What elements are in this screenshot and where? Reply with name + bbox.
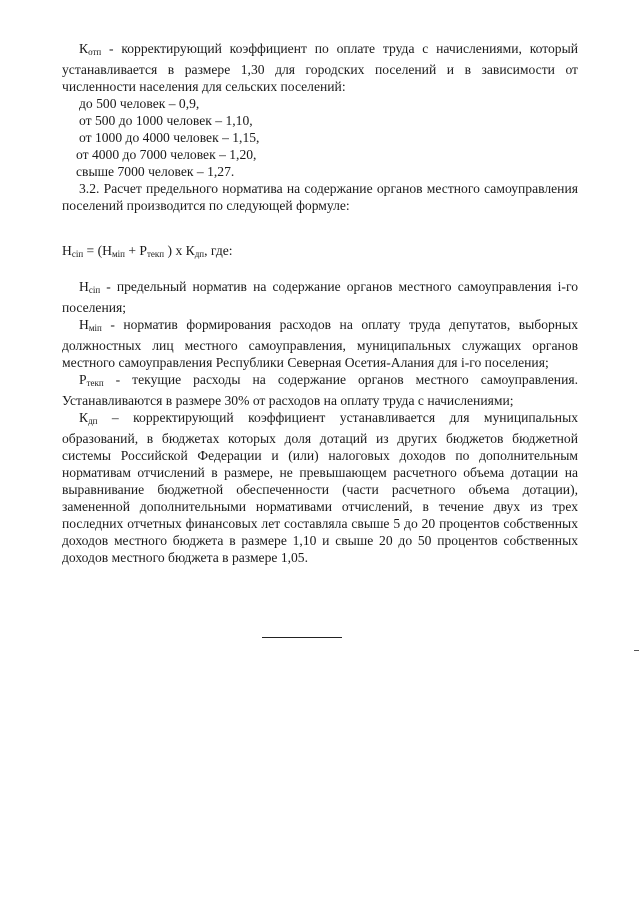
definition-n-symbol: Н (79, 279, 89, 294)
definition-n-text: - предельный норматив на содержание органов местного самоуправления і-го поселения; (62, 279, 578, 315)
formula-tail: , где: (204, 243, 233, 258)
formula-r-sub: текп (147, 249, 165, 259)
paragraph-kotp-text: - корректирующий коэффициент по оплате труда с начислениями, который устанавливается в размере 1,30 для городских поселений и в зависимости от численности населения для сельских поселений: (62, 41, 578, 94)
definition-r-sub: текп (86, 378, 104, 388)
formula-n-sub: сіп (71, 249, 84, 259)
margin-mark (634, 650, 639, 651)
definition-m-symbol: Н (79, 317, 89, 332)
definition-r-text: - текущие расходы на содержание органов местного самоуправления. Устанавливаются в размере 30% от расходов на оплату труда с начислениями; (62, 372, 578, 408)
formula-n: Н (62, 243, 72, 258)
list-item: свыше 7000 человек – 1,27. (76, 164, 235, 179)
definition-n (62, 278, 578, 316)
definition-k-text: – корректирующий коэффициент устанавливается для муниципальных образований, в бюджетах которых доля дотаций из других бюджетов бюджетной системы Российской Федерации и (или) налоговых доходов по дополнительным нормативам отчислений в размере, не превышающем расчетного объема дотации на выравнивание бюджетной обеспеченности (части расчетного объема дотации), замененной дополнительными нормативами отчислений, в течение двух из трех последних отчетных финансовых лет составляла свыше 5 до 20 процентов собственных доходов местного бюджета в размере 1,10 и свыше 20 до 50 процентов собственных доходов местного бюджета в размере 1,05. (62, 410, 578, 565)
list-item: от 1000 до 4000 человек – 1,15, (79, 130, 260, 145)
definition-m-sub: міп (88, 323, 102, 333)
definition-r (62, 371, 578, 409)
list-item: от 4000 до 7000 человек – 1,20, (76, 147, 257, 162)
definition-k (62, 409, 578, 566)
text-block-top (62, 40, 578, 214)
paragraph-section-3-2: 3.2. Расчет предельного норматива на содержание органов местного самоуправления поселений производится по следующей формуле: (62, 181, 578, 213)
list-item: до 500 человек – 0,9, (79, 96, 200, 111)
formula-plus: + Р (124, 243, 147, 258)
formula-k-sub: дп (194, 249, 205, 259)
subscript-otp: отп (88, 47, 102, 57)
definition-k-symbol: К (79, 410, 89, 425)
population-list (76, 95, 578, 180)
definition-n-sub: сіп (88, 285, 101, 295)
formula-eq: = (Н (83, 243, 112, 258)
formula-close: ) х К (164, 243, 195, 258)
definition-m (62, 316, 578, 371)
definition-k-sub: дп (88, 416, 98, 426)
definition-m-text: - норматив формирования расходов на оплату труда депутатов, выборных должностных лиц местного самоуправления, муниципальных служащих органов местного самоуправления Республики Северная Осетия-Алания для і-го поселения; (62, 317, 578, 370)
formula-m-sub: міп (111, 249, 125, 259)
formula (62, 243, 233, 259)
paragraph-kotp (62, 40, 578, 95)
horizontal-rule (262, 637, 342, 638)
definition-r-symbol: Р (79, 372, 87, 387)
symbol-k: К (79, 41, 89, 56)
list-item: от 500 до 1000 человек – 1,10, (79, 113, 253, 128)
text-block-definitions (62, 278, 578, 566)
